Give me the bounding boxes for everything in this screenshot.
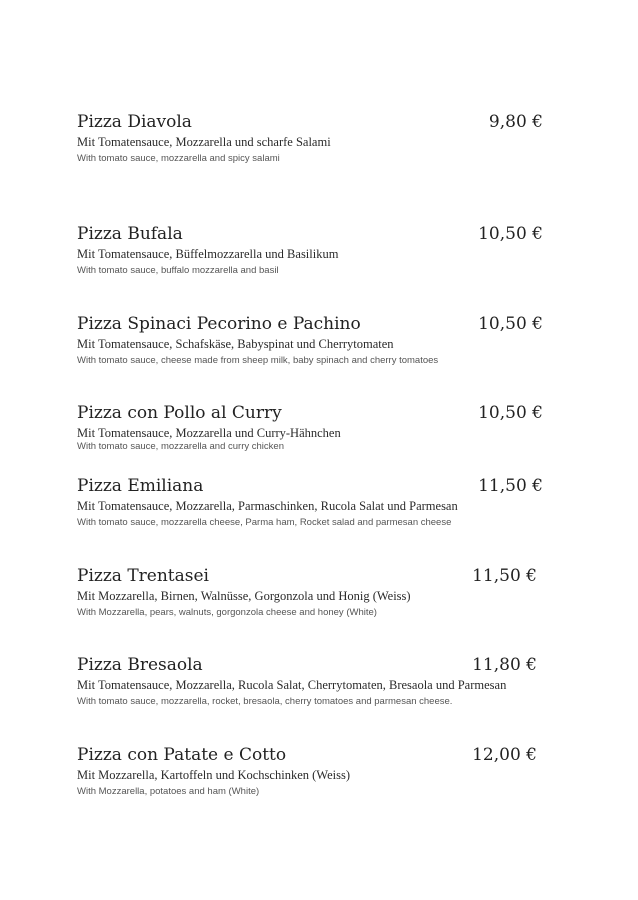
item-description-english: With tomato sauce, mozzarella and spicy salami [77, 153, 280, 164]
item-name: Pizza Diavola [77, 112, 192, 132]
item-name: Pizza con Patate e Cotto [77, 745, 287, 765]
menu-item-pollo-al-curry [77, 401, 543, 454]
menu-item-spinaci-pecorino-pachino [77, 312, 543, 368]
menu-item-diavola [77, 110, 543, 166]
item-description-german: Mit Tomatensauce, Mozzarella und scharfe Salami [77, 135, 331, 149]
item-name: Pizza Bufala [77, 224, 183, 244]
item-price: 10,50 € [478, 224, 543, 244]
item-price: 11,50 € [472, 566, 537, 586]
item-price: 9,80 € [488, 112, 543, 132]
menu-item-patate-e-cotto [77, 743, 537, 799]
item-price: 10,50 € [478, 403, 543, 423]
item-description-english: With tomato sauce, buffalo mozzarella and basil [77, 265, 279, 276]
item-name: Pizza con Pollo al Curry [77, 403, 282, 423]
item-description-german: Mit Tomatensauce, Mozzarella, Parmaschinken, Rucola Salat und Parmesan [77, 499, 458, 513]
menu-item-trentasei [77, 564, 537, 620]
item-description-english: With tomato sauce, mozzarella, rocket, bresaola, cherry tomatoes and parmesan cheese. [77, 696, 453, 707]
item-description-english: With tomato sauce, mozzarella and curry chicken [77, 441, 284, 452]
item-price: 11,80 € [472, 655, 537, 675]
menu-item-bresaola [77, 653, 537, 709]
item-price: 11,50 € [478, 476, 543, 496]
item-description-english: With tomato sauce, mozzarella cheese, Parma ham, Rocket salad and parmesan cheese [77, 517, 452, 528]
item-description-english: With tomato sauce, cheese made from sheep milk, baby spinach and cherry tomatoes [77, 355, 439, 366]
item-description-german: Mit Tomatensauce, Mozzarella, Rucola Salat, Cherrytomaten, Bresaola und Parmesan [77, 678, 507, 692]
item-price: 10,50 € [478, 314, 543, 334]
menu-item-emiliana [77, 474, 543, 530]
item-description-german: Mit Tomatensauce, Mozzarella und Curry-Hähnchen [77, 426, 341, 440]
item-name: Pizza Trentasei [77, 566, 209, 586]
item-description-german: Mit Tomatensauce, Büffelmozzarella und Basilikum [77, 247, 339, 261]
item-description-german: Mit Mozzarella, Kartoffeln und Kochschinken (Weiss) [77, 768, 350, 782]
item-name: Pizza Bresaola [77, 655, 203, 675]
menu-item-bufala [77, 222, 543, 278]
item-description-german: Mit Tomatensauce, Schafskäse, Babyspinat und Cherrytomaten [77, 337, 394, 351]
item-description-english: With Mozzarella, pears, walnuts, gorgonzola cheese and honey (White) [77, 607, 377, 618]
item-name: Pizza Emiliana [77, 476, 204, 496]
item-name: Pizza Spinaci Pecorino e Pachino [77, 314, 361, 334]
item-description-english: With Mozzarella, potatoes and ham (White) [77, 786, 260, 797]
item-description-german: Mit Mozzarella, Birnen, Walnüsse, Gorgonzola und Honig (Weiss) [77, 589, 411, 603]
item-price: 12,00 € [472, 745, 537, 765]
